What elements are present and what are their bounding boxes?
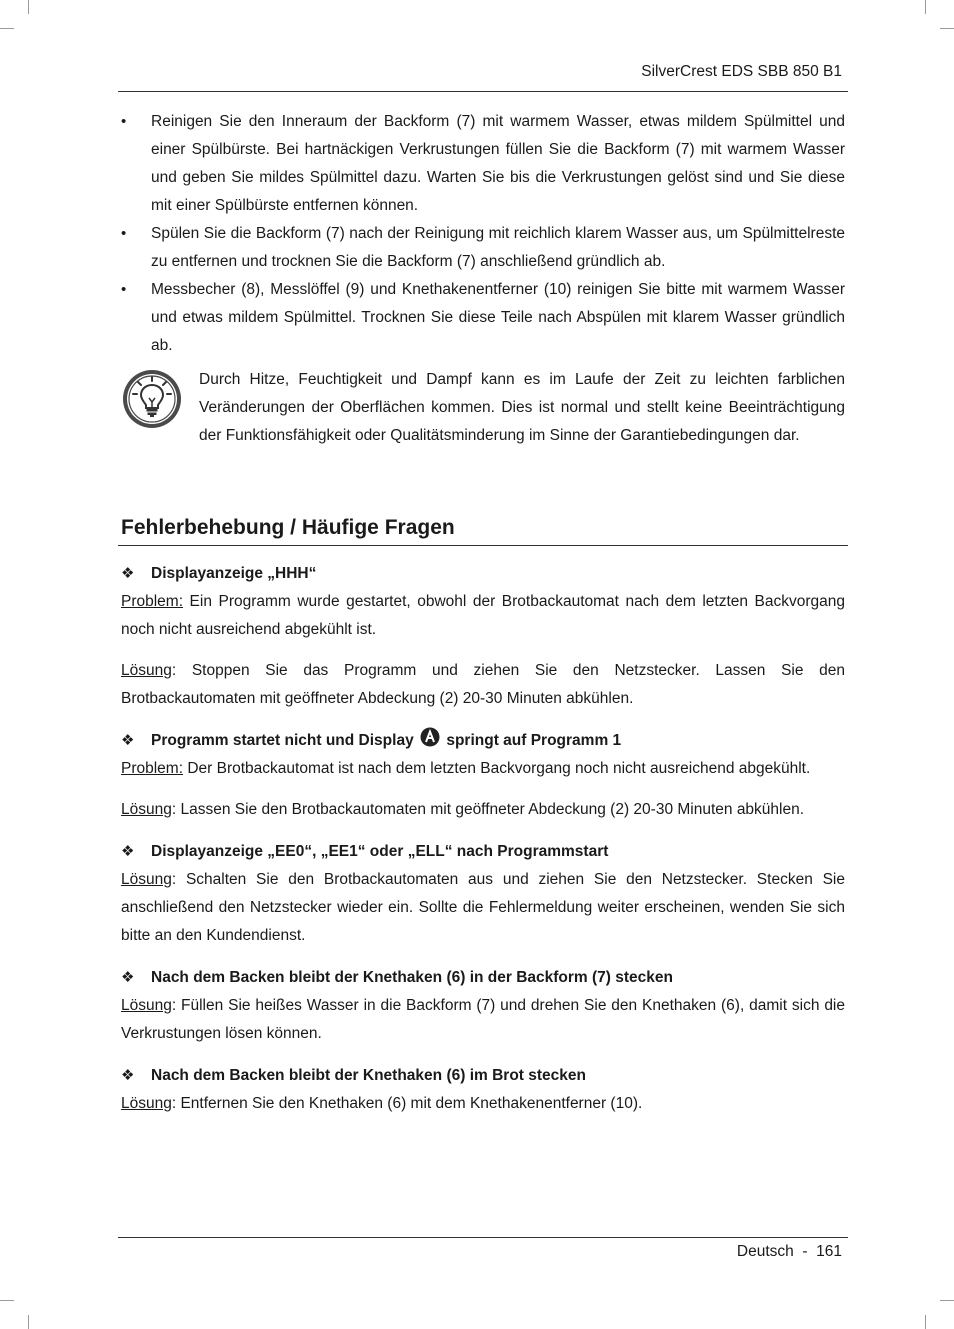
footer-rule <box>118 1237 848 1238</box>
solution-text: : Füllen Sie heißes Wasser in die Backform (7) und drehen Sie den Knethaken (6), damit sich die Verkrustungen lösen können. <box>121 997 845 1042</box>
page-content <box>121 108 845 1118</box>
warning-a-icon <box>420 727 440 747</box>
problem-text: Der Brotbackautomat ist nach dem letzten Backvorgang noch nicht ausreichend abgekühlt. <box>183 760 811 777</box>
faq-item <box>121 838 845 950</box>
faq-heading-text: springt auf Programm 1 <box>446 732 622 749</box>
problem-label: Problem: <box>121 593 184 610</box>
note-text: Durch Hitze, Feuchtigkeit und Dampf kann es im Laufe der Zeit zu leichten farblichen Veränderungen der Oberflächen kommen. Dies ist normal und stellt keine Beeinträchtigung der Funktionsfähigkeit oder Qualitätsminderung im Sinne der Garantiebedingungen dar. <box>199 371 845 444</box>
faq-solution <box>121 1090 845 1118</box>
faq-problem <box>121 588 845 644</box>
diamond-bullet-icon: ❖ <box>121 969 135 986</box>
faq-item <box>121 1062 845 1118</box>
diamond-bullet-icon: ❖ <box>121 732 135 749</box>
faq-heading-text: Nach dem Backen bleibt der Knethaken (6) im Brot stecken <box>151 1067 586 1084</box>
faq-heading <box>121 727 845 755</box>
faq-item <box>121 560 845 713</box>
diamond-bullet-icon: ❖ <box>121 1067 135 1084</box>
faq-problem <box>121 755 845 783</box>
header-rule <box>118 91 848 92</box>
page-footer: Deutsch - 161 <box>736 1243 842 1260</box>
faq-heading <box>121 964 845 992</box>
crop-mark <box>940 28 954 29</box>
problem-text: Ein Programm wurde gestartet, obwohl der Brotbackautomat nach dem letzten Backvorgang noch nicht ausreichend abgekühlt ist. <box>121 593 845 638</box>
faq-item <box>121 964 845 1048</box>
faq-item <box>121 727 845 824</box>
page-header: SilverCrest EDS SBB 850 B1 <box>641 63 842 80</box>
crop-mark <box>925 1315 926 1329</box>
solution-label: Lösung <box>121 871 172 888</box>
problem-label: Problem: <box>121 760 184 777</box>
faq-solution <box>121 992 845 1048</box>
solution-label: Lösung <box>121 1095 172 1112</box>
faq-solution <box>121 657 845 713</box>
crop-mark <box>925 0 926 14</box>
list-item: • Reinigen Sie den Inneraum der Backform (7) mit warmem Wasser, etwas mildem Spülmittel und einer Spülbürste. Bei hartnäckigen Verkrustungen füllen Sie die Backform (7) mit warmem Wasser und geben Sie mildes Spülmittel dazu. Warten Sie bis die Verkrustungen gelöst sind und Sie diese mit einer Spülbürste entfernen können. <box>121 108 845 220</box>
cleaning-list <box>121 108 845 360</box>
faq-solution <box>121 866 845 950</box>
faq-heading-text: Programm startet nicht und Display <box>151 732 414 749</box>
faq-heading-text: Displayanzeige „EE0“, „EE1“ oder „ELL“ nach Programmstart <box>151 843 609 860</box>
solution-label: Lösung <box>121 801 172 818</box>
faq-heading <box>121 560 845 588</box>
crop-mark <box>28 0 29 14</box>
crop-mark <box>940 1300 954 1301</box>
section-title: Fehlerbehebung / Häufige Fragen <box>121 516 455 539</box>
faq-solution <box>121 796 845 824</box>
solution-text: : Schalten Sie den Brotbackautomaten aus und ziehen Sie den Netzstecker. Stecken Sie anschließend den Netzstecker wieder ein. Sollte die Fehlermeldung weiter erscheinen, wenden Sie sich bitte an den Kundendienst. <box>121 871 845 944</box>
faq-heading-text: Displayanzeige „HHH“ <box>151 565 317 582</box>
crop-mark <box>0 28 14 29</box>
section-rule <box>118 545 848 546</box>
crop-mark <box>28 1315 29 1329</box>
diamond-bullet-icon: ❖ <box>121 565 135 582</box>
list-item: • Spülen Sie die Backform (7) nach der Reinigung mit reichlich klarem Wasser aus, um Spülmittelreste zu entfernen und trocknen Sie die Backform (7) anschließend gründlich ab. <box>121 220 845 276</box>
note-box <box>121 366 845 450</box>
solution-label: Lösung <box>121 662 172 679</box>
faq-heading <box>121 1062 845 1090</box>
solution-text: : Stoppen Sie das Programm und ziehen Sie den Netzstecker. Lassen Sie den Brotbackautomaten mit geöffneter Abdeckung (2) 20-30 Minuten abkühlen. <box>121 662 845 707</box>
faq-heading-text: Nach dem Backen bleibt der Knethaken (6) in der Backform (7) stecken <box>151 969 673 986</box>
faq-heading <box>121 838 845 866</box>
solution-text: : Entfernen Sie den Knethaken (6) mit dem Knethakenentferner (10). <box>171 1095 643 1112</box>
solution-text: : Lassen Sie den Brotbackautomaten mit geöffneter Abdeckung (2) 20-30 Minuten abkühlen. <box>171 801 805 818</box>
lightbulb-icon <box>121 368 183 430</box>
crop-mark <box>0 1300 14 1301</box>
diamond-bullet-icon: ❖ <box>121 843 135 860</box>
list-item: • Messbecher (8), Messlöffel (9) und Knethakenentferner (10) reinigen Sie bitte mit warmem Wasser und etwas mildem Spülmittel. Trocknen Sie diese Teile nach Abspülen mit klarem Wasser gründlich ab. <box>121 276 845 360</box>
solution-label: Lösung <box>121 997 172 1014</box>
